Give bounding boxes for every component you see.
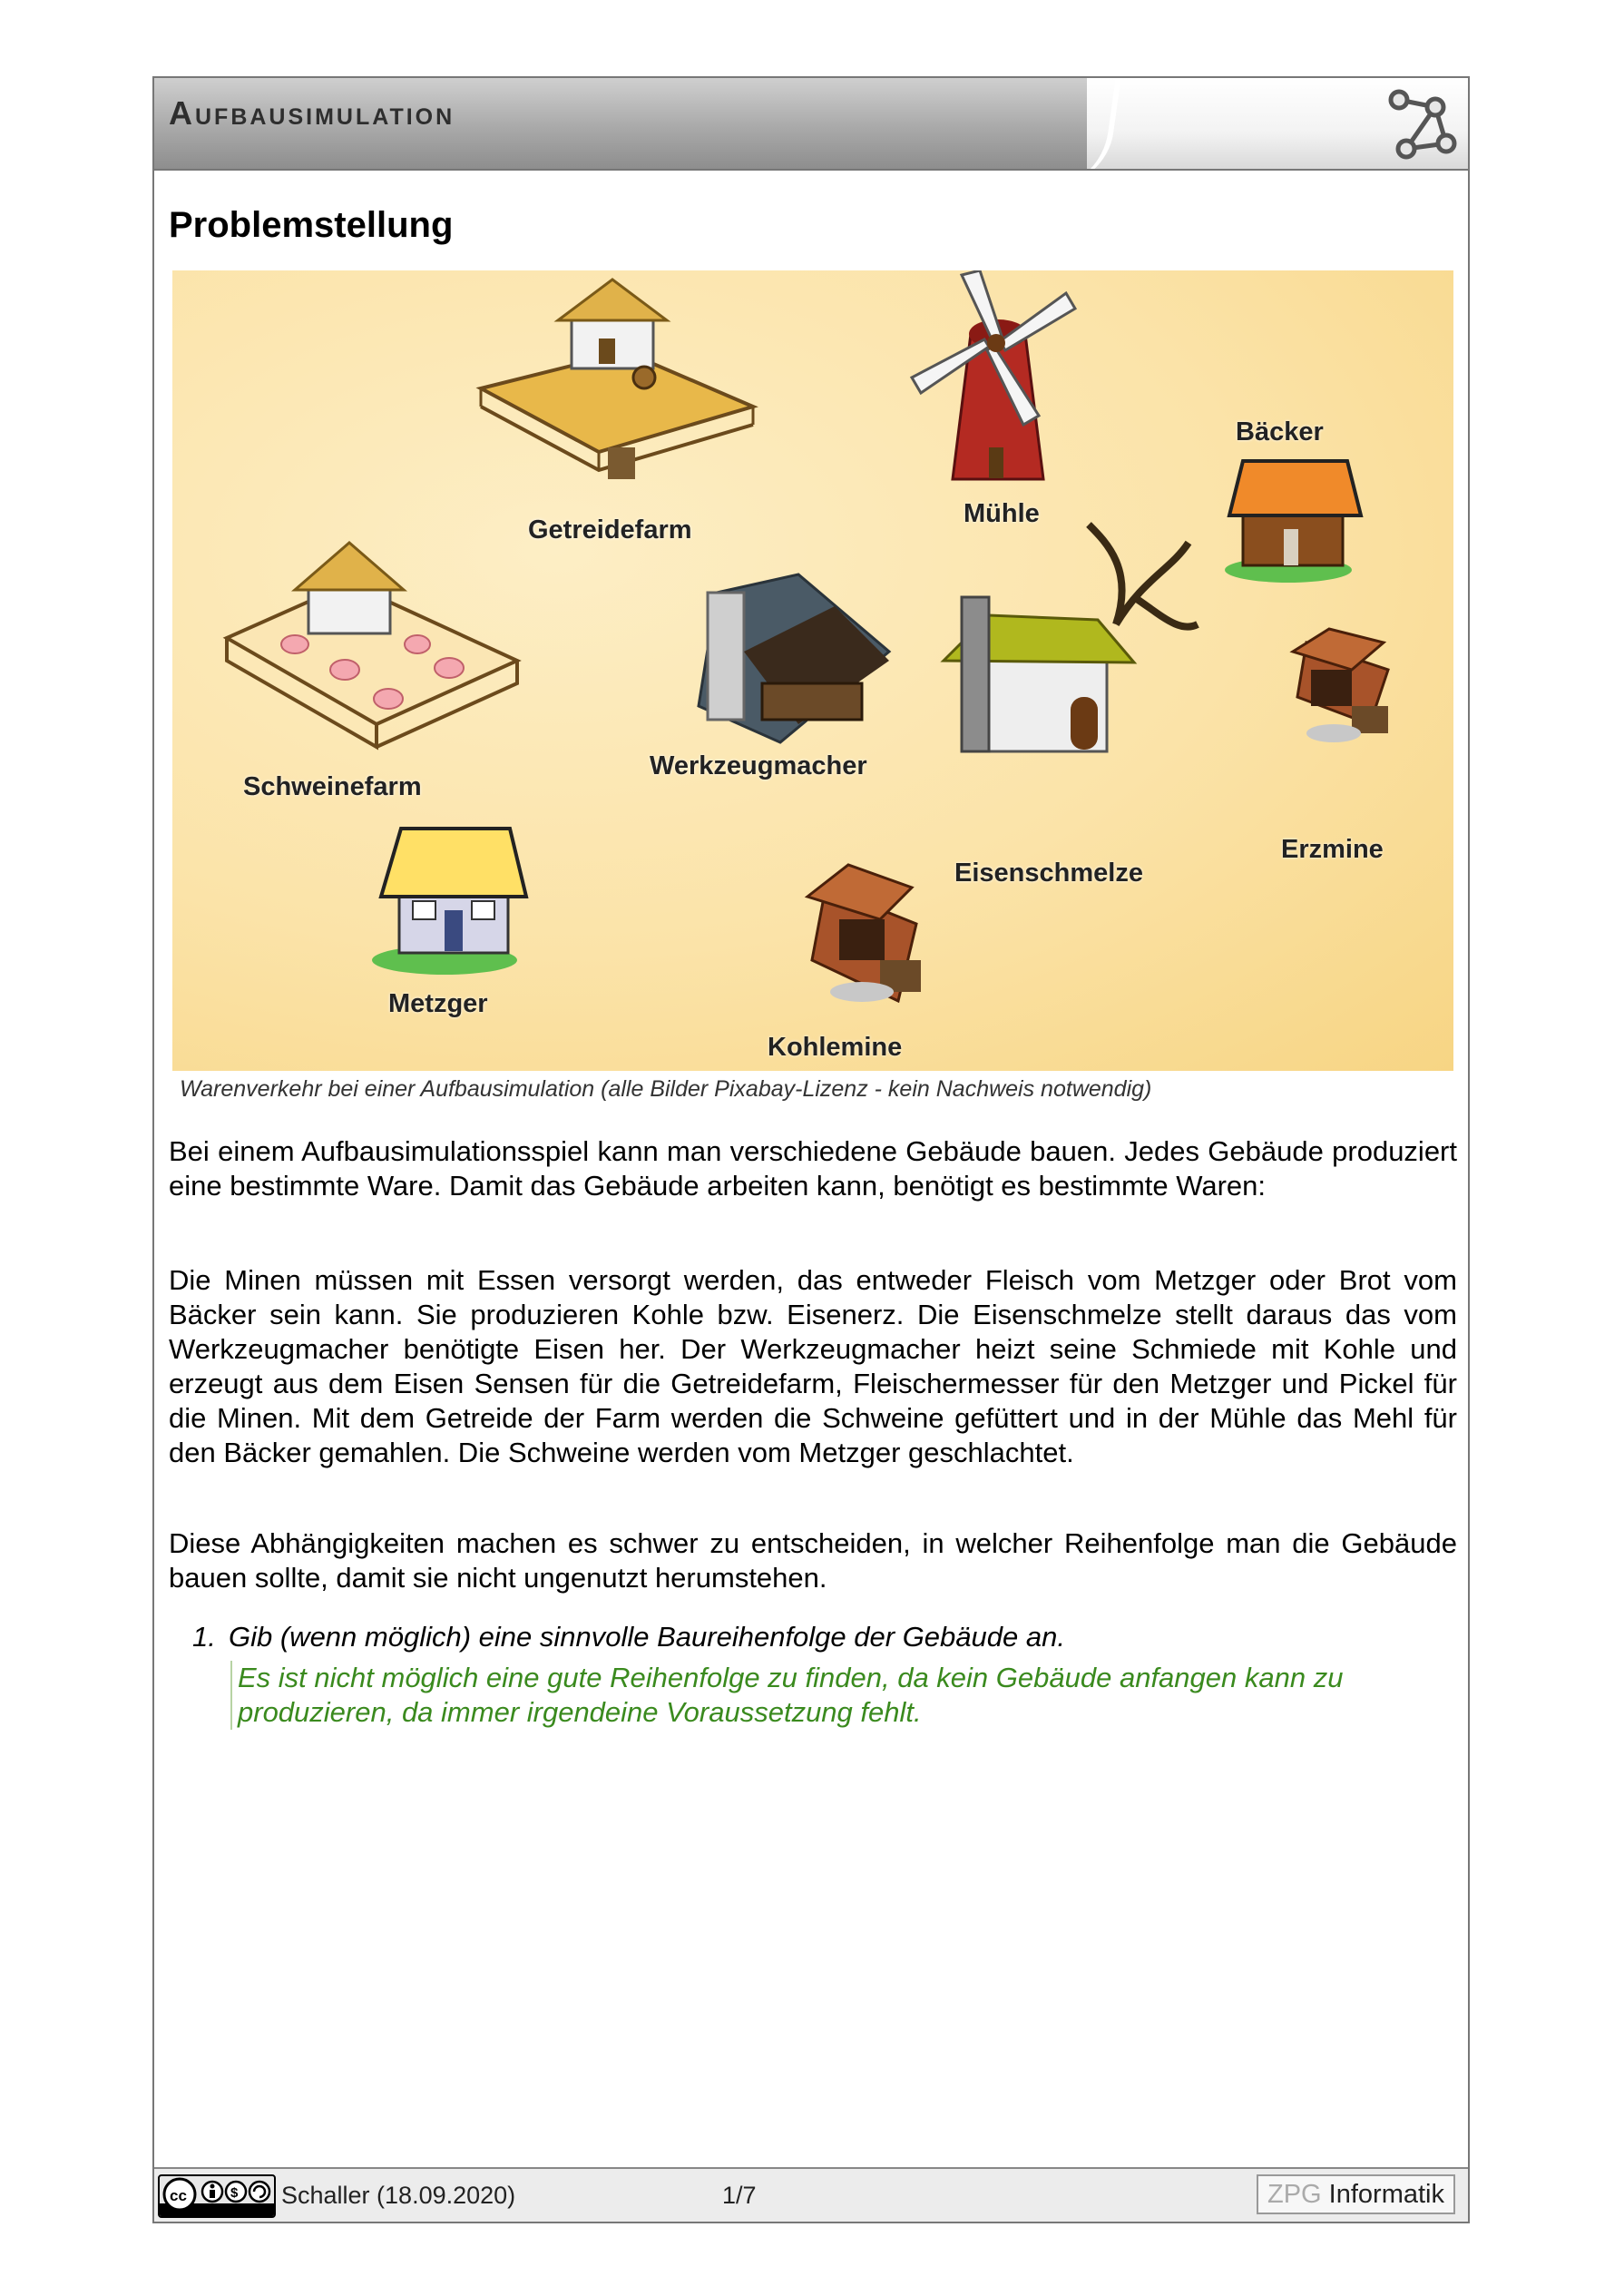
paragraph-dependencies: Die Minen müssen mit Essen versorgt werden, das entweder Fleisch vom Metzger oder Brot vom Bäcker sein kann. Sie produzieren Kohle bzw. Eisenerz. Die Eisenschmelze stellt daraus das vom Werkzeugmacher benötigte Eisen her. Der Werkzeugmacher heizt seine Schmiede mit Kohle und erzeugt aus dem Eisen Sensen für die Getreidefarm, Fleischermesser für den Metzger und Pickel für die Minen. Mit dem Getreide der Farm werden die Schweine gefüttert und in der Mühle das Mehl für den Bäcker gemahlen. Die Schweine werden vom Metzger geschlachtet. — [169, 1264, 1457, 1468]
buildings-drawing — [172, 270, 1453, 1071]
brand-suffix: Informatik — [1328, 2180, 1444, 2209]
svg-text:$: $ — [230, 2185, 239, 2201]
ore-mine-illustration — [1293, 629, 1388, 742]
task-number: 1. — [192, 1621, 216, 1653]
toolmaker-illustration — [699, 574, 889, 742]
figure-caption: Warenverkehr bei einer Aufbausimulation (alle Bilder Pixabay-Lizenz - kein Nachweis notwendig) — [180, 1076, 1152, 1102]
paragraph-intro: Bei einem Aufbausimulationsspiel kann man verschiedene Gebäude bauen. Jedes Gebäude produziert eine bestimmte Ware. Damit das Gebäude arbeiten kann, benötigt es bestimmte Waren: — [169, 1135, 1457, 1202]
task-item — [192, 1621, 1065, 1653]
footer-bar — [154, 2167, 1468, 2222]
task-answer: Es ist nicht möglich eine gute Reihenfolge zu finden, da kein Gebäude anfangen kann zu produzieren, da immer irgendeine Voraussetzung fehlt. — [230, 1661, 1444, 1730]
page-frame — [152, 76, 1470, 2223]
coal-mine-illustration — [807, 865, 921, 1002]
label-baecker: Bäcker — [1236, 417, 1324, 446]
butcher-illustration — [372, 829, 526, 975]
header-title: Aufbausimulation — [169, 94, 455, 132]
label-erzmine: Erzmine — [1281, 835, 1384, 864]
grain-farm-illustration — [481, 280, 753, 479]
header-bar — [154, 78, 1468, 171]
bakery-illustration — [1225, 461, 1361, 583]
pig-farm-illustration — [227, 543, 517, 747]
label-kohlemine: Kohlemine — [768, 1033, 903, 1062]
cc-by-nc-sa-icon — [158, 2174, 276, 2218]
zpg-informatik-logo — [1257, 2174, 1455, 2214]
label-muehle: Mühle — [964, 499, 1040, 528]
label-schweinefarm: Schweinefarm — [243, 772, 422, 801]
task-text: Gib (wenn möglich) eine sinnvolle Baureihenfolge der Gebäude an. — [229, 1621, 1065, 1653]
label-metzger: Metzger — [388, 989, 488, 1018]
iron-smelter-illustration — [944, 525, 1198, 751]
label-getreidefarm: Getreidefarm — [528, 515, 692, 545]
page-number: 1/7 — [722, 2182, 757, 2209]
section-title: Problemstellung — [169, 205, 454, 245]
buildings-illustration — [172, 270, 1453, 1071]
label-eisenschmelze: Eisenschmelze — [954, 859, 1143, 888]
svg-text:cc: cc — [170, 2187, 187, 2204]
footer-author: Schaller (18.09.2020) — [281, 2182, 516, 2209]
mill-illustration — [912, 270, 1075, 479]
paragraph-conclusion: Diese Abhängigkeiten machen es schwer zu entscheiden, in welcher Reihenfolge man die Gebäude bauen sollte, damit sie nicht ungenutzt herumstehen. — [169, 1527, 1457, 1594]
label-werkzeugmacher: Werkzeugmacher — [650, 751, 867, 780]
network-graph-icon — [1381, 83, 1461, 163]
brand-prefix: ZPG — [1267, 2180, 1322, 2209]
